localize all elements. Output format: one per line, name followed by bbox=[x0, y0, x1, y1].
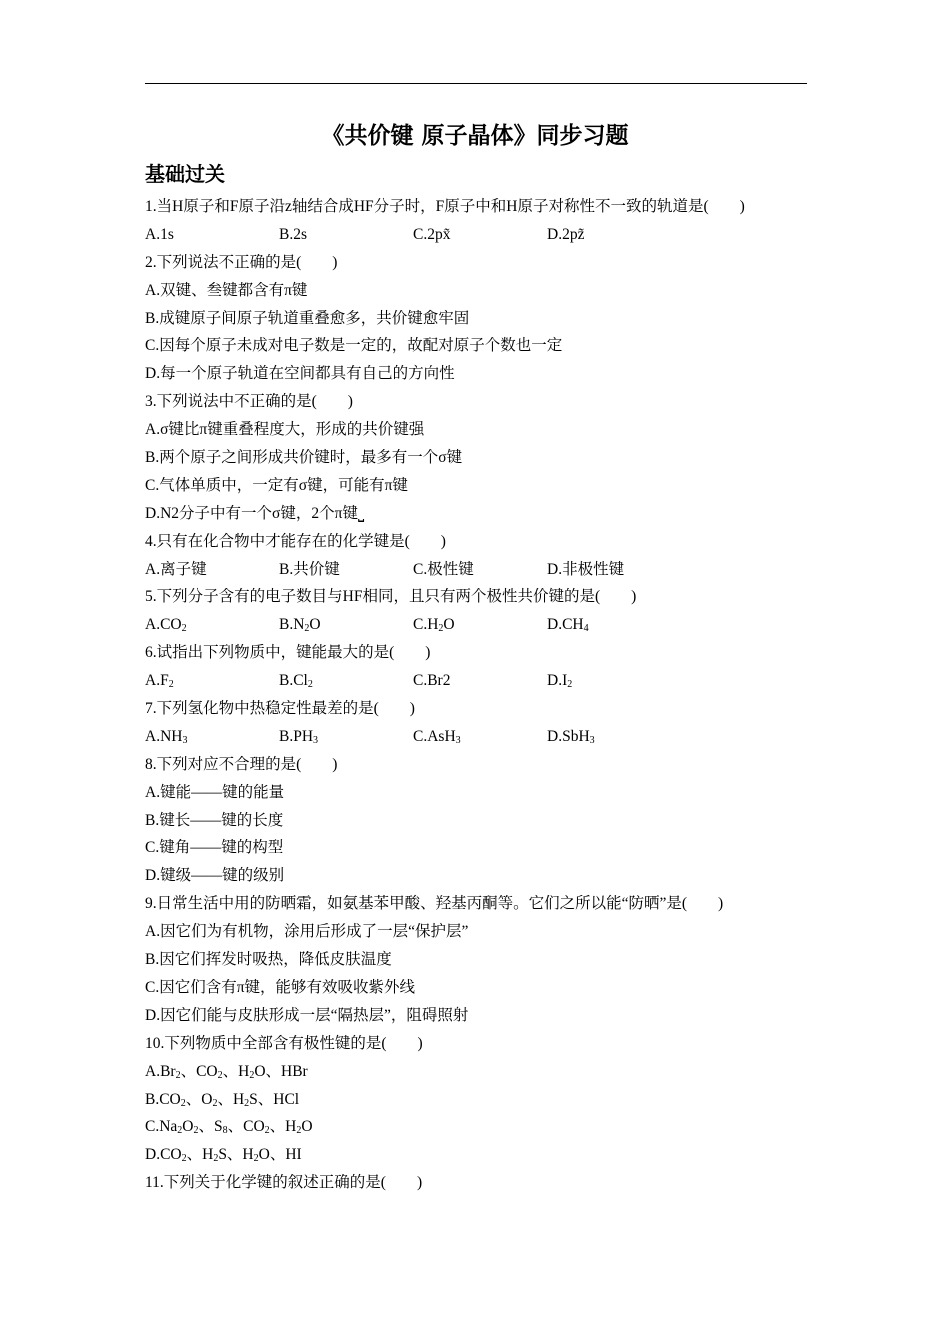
answer-choice: B.两个原子之间形成共价键时，最多有一个σ键 bbox=[145, 449, 463, 467]
answer-choice: A.因它们为有机物，涂用后形成了一层“保护层” bbox=[145, 923, 469, 941]
answer-choice: $D.CO_2$、$H_2S$、$H_2O$、HI bbox=[145, 1146, 302, 1165]
answer-choice: A.键能——键的能量 bbox=[145, 783, 285, 801]
question-stem: 3.下列说法中不正确的是( ) bbox=[145, 393, 353, 411]
option-item: A.1s bbox=[145, 225, 174, 243]
option-item: $A.NH_3$ bbox=[145, 727, 188, 746]
section-heading: 基础过关 bbox=[145, 162, 225, 186]
option-item: C.AsH$_3$ bbox=[413, 727, 461, 746]
option-item: B.共价键 bbox=[279, 560, 340, 578]
answer-choice: B.因它们挥发时吸热，降低皮肤温度 bbox=[145, 951, 392, 969]
option-item: D.SbH$_3$ bbox=[547, 727, 595, 746]
question-stem: 10.下列物质中全部含有极性键的是( ) bbox=[145, 1034, 423, 1052]
answer-choice: D.因它们能与皮肤形成一层“隔热层”，阻碍照射 bbox=[145, 1006, 469, 1024]
option-row bbox=[145, 723, 825, 751]
answer-choice: C.因每个原子未成对电子数是一定的，故配对原子个数也一定 bbox=[145, 337, 563, 355]
option-item: $A.F_2$ bbox=[145, 672, 174, 691]
question-stem: 1.当H原子和F原子沿z轴结合成HF分子时，F原子中和H原子对称性不一致的轨道是( ) bbox=[145, 198, 745, 215]
answer-choice: $A.Br_2$、$CO_2$、$H_2O$、HBr bbox=[145, 1062, 308, 1081]
option-item: $C.H_2O$ bbox=[413, 616, 455, 635]
question-stem: 5.下列分子含有的电子数目与HF相同，且只有两个极性共价键的是( ) bbox=[145, 588, 637, 606]
answer-choice: D.每一个原子轨道在空间都具有自己的方向性 bbox=[145, 365, 455, 383]
option-item: $A.CO_2$ bbox=[145, 616, 187, 635]
answer-choice: B.成键原子间原子轨道重叠愈多，共价键愈牢固 bbox=[145, 309, 470, 327]
option-item: C.Br2 bbox=[413, 672, 451, 690]
option-item: $B.Cl_2$ bbox=[279, 672, 313, 691]
answer-choice: D.N2分子中有一个σ键，2个π键⎵ bbox=[145, 504, 365, 522]
option-item: $B.N_2O$ bbox=[279, 616, 321, 635]
page-title: 《共价键 原子晶体》同步习题 bbox=[321, 123, 629, 149]
option-item: $D.CH_4$ bbox=[547, 616, 589, 635]
option-row bbox=[145, 221, 825, 249]
option-row bbox=[145, 611, 825, 639]
question-list bbox=[145, 193, 825, 1197]
header-rule bbox=[145, 83, 807, 84]
answer-choice: C.键角——键的构型 bbox=[145, 839, 284, 857]
option-item: $B.PH_3$ bbox=[279, 727, 319, 746]
answer-choice: C.因它们含有π键，能够有效吸收紫外线 bbox=[145, 978, 416, 996]
option-row bbox=[145, 667, 825, 695]
question-stem: 11.下列关于化学键的叙述正确的是( ) bbox=[145, 1174, 423, 1192]
answer-choice: D.键级——键的级别 bbox=[145, 867, 285, 885]
answer-choice: A.双键、叁键都含有π键 bbox=[145, 281, 308, 299]
option-item: D.2pz̃ bbox=[547, 225, 585, 243]
question-stem: 2.下列说法不正确的是( ) bbox=[145, 253, 338, 271]
option-item: $D.I_2$ bbox=[547, 672, 573, 691]
question-stem: 9.日常生活中用的防晒霜，如氨基苯甲酸、羟基丙酮等。它们之所以能“防晒”是( ) bbox=[145, 895, 724, 913]
answer-choice: $C.Na_2O_2$、$S_8$、$CO_2$、$H_2O$ bbox=[145, 1118, 313, 1137]
option-item: B.2s bbox=[279, 225, 307, 243]
question-stem: 4.只有在化合物中才能存在的化学键是( ) bbox=[145, 532, 446, 550]
answer-choice: B.键长——键的长度 bbox=[145, 811, 284, 829]
option-item: C.2px̃ bbox=[413, 225, 451, 243]
question-stem: 8.下列对应不合理的是( ) bbox=[145, 755, 338, 773]
answer-choice: A.σ键比π键重叠程度大，形成的共价键强 bbox=[145, 421, 425, 439]
option-item: C.极性键 bbox=[413, 560, 474, 578]
option-item: D.非极性键 bbox=[547, 560, 625, 578]
answer-choice: $B.CO_2$、$O_2$、$H_2S$、HCl bbox=[145, 1090, 300, 1109]
question-stem: 6.试指出下列物质中，键能最大的是( ) bbox=[145, 644, 431, 662]
answer-choice: C.气体单质中，一定有σ键，可能有π键 bbox=[145, 476, 408, 494]
option-item: A.离子键 bbox=[145, 560, 207, 578]
option-row bbox=[145, 556, 825, 584]
question-stem: 7.下列氢化物中热稳定性最差的是( ) bbox=[145, 700, 415, 718]
